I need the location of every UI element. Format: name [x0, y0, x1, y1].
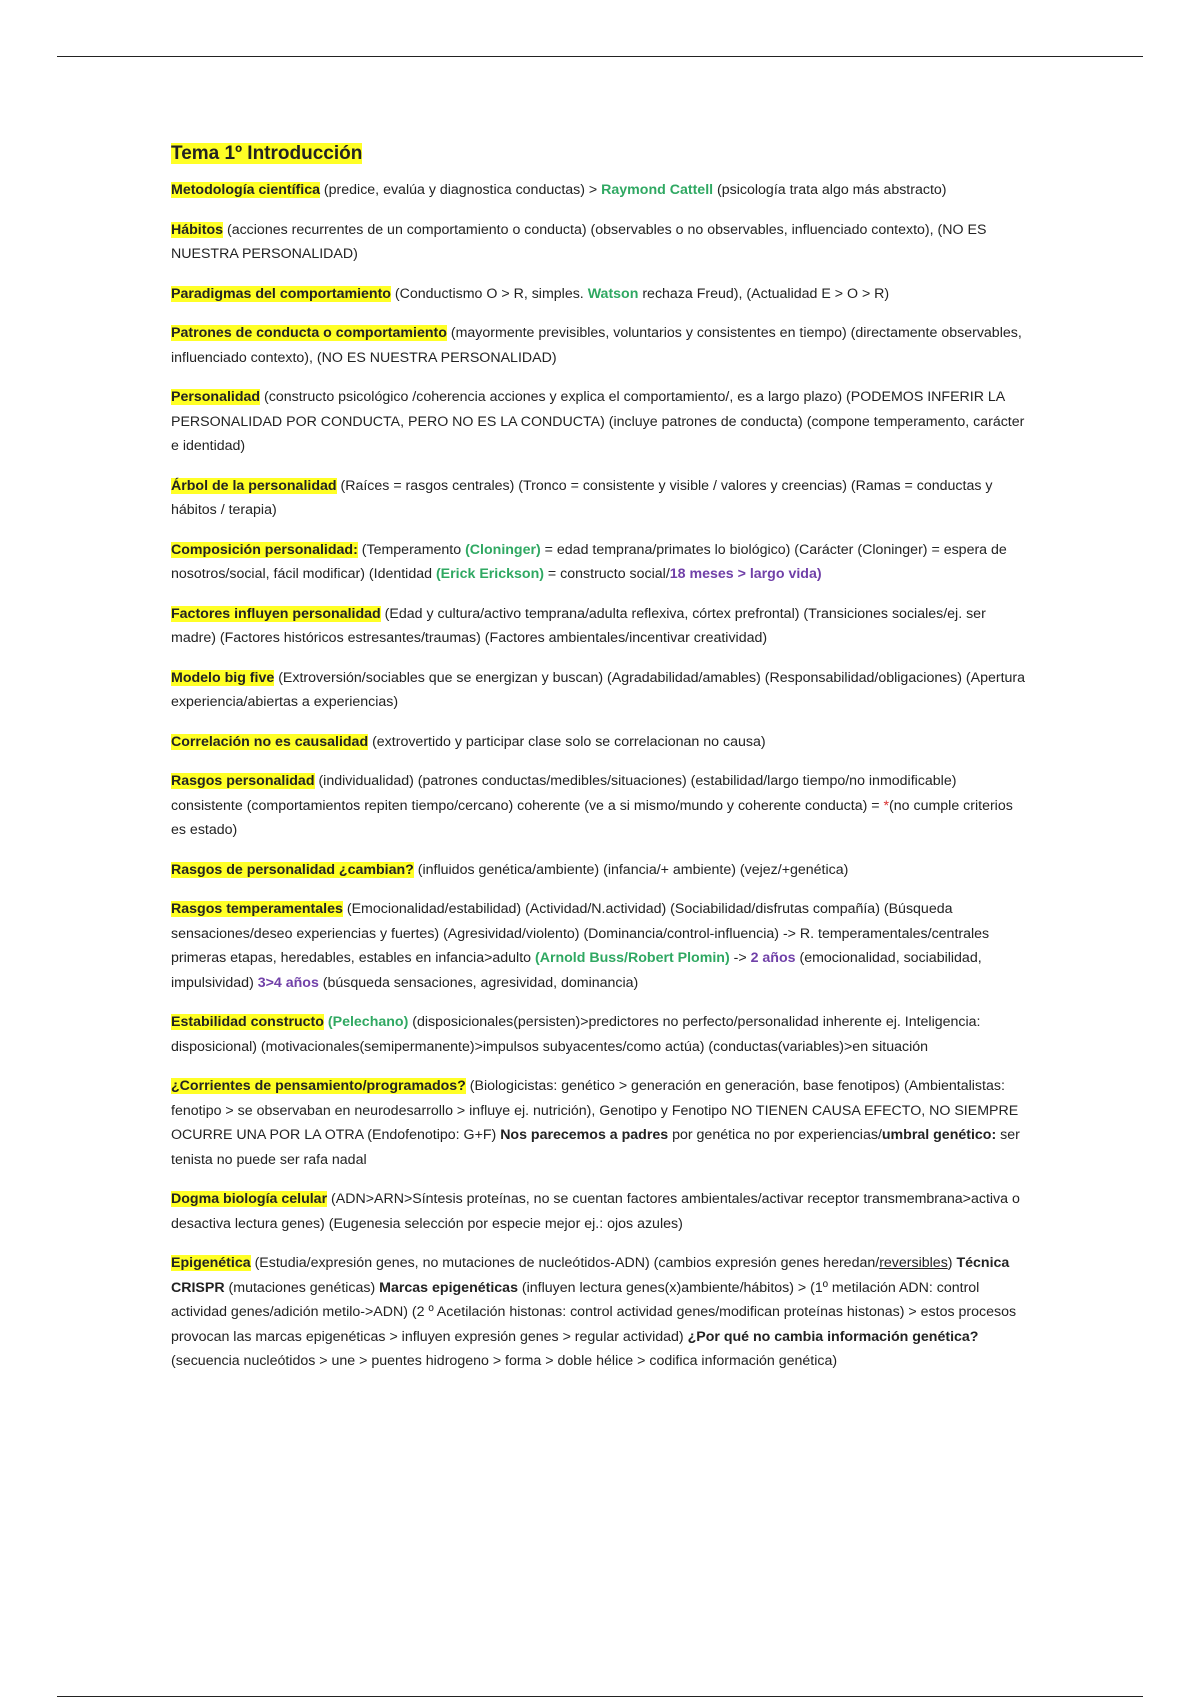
highlighted-term: Rasgos de personalidad ¿cambian?	[171, 861, 414, 878]
paragraph	[171, 1010, 1031, 1059]
paragraph	[171, 897, 1031, 995]
body-text: )	[947, 1255, 957, 1271]
paragraph	[171, 178, 1031, 203]
highlighted-term: ¿Corrientes de pensamiento/programados?	[171, 1078, 466, 1094]
body-text: (predice, evalúa y diagnostica conductas) >	[319, 182, 602, 198]
document-body	[171, 141, 1031, 1389]
paragraph	[171, 1251, 1031, 1374]
author-name: (Cloninger)	[465, 541, 541, 558]
author-name: Watson	[587, 285, 639, 302]
body-text: (Extroversión/sociables que se energizan y buscan) (Agradabilidad/amables) (Responsabilidad/obligaciones) (Apertura experiencia/abiertas a experiencias)	[171, 669, 1026, 710]
paragraph	[171, 321, 1031, 370]
body-text: = constructo social/	[543, 566, 670, 582]
body-text: (mayormente previsibles, voluntarios y consistentes en tiempo) (directamente observables, influenciado contexto), (NO ES NUESTRA PERSONALIDAD)	[171, 325, 1022, 366]
age-marker: 18 meses > largo vida)	[669, 566, 822, 582]
paragraph	[171, 602, 1031, 651]
bold-term: umbral genético:	[881, 1127, 997, 1143]
body-text: por genética no por experiencias/	[668, 1127, 882, 1143]
body-text: (Edad y cultura/activo temprana/adulta reflexiva, córtex prefrontal) (Transiciones sociales/ej. ser madre) (Factores históricos estresantes/traumas) (Factores ambientales/incentivar creatividad)	[171, 605, 986, 646]
age-marker: 3>4 años	[257, 974, 319, 991]
highlighted-term: Paradigmas del comportamiento	[171, 285, 391, 302]
body-text: (constructo psicológico /coherencia acciones y explica el comportamiento/, es a largo plazo) (PODEMOS INFERIR LA PERSONALIDAD POR CONDUCTA, PERO NO ES LA CONDUCTA) (incluye patrones de conducta) (compone temperamento, carácter e identidad)	[171, 389, 1025, 454]
body-text: (Emocionalidad/estabilidad) (Actividad/N.actividad) (Sociabilidad/disfrutas compañía) (Búsqueda sensaciones/deseo experiencias y fuertes) (Agresividad/violento) (Dominancia/control-influencia) -> R. temperamentales/centrales primeras etapas, heredables, estables en infancia>adulto	[171, 901, 990, 966]
body-text: (ADN>ARN>Síntesis proteínas, no se cuentan factores ambientales/activar receptor transmembrana>activa o desactiva lectura genes) (Eugenesia selección por especie mejor ej.: ojos azules)	[171, 1191, 1020, 1232]
body-text: (Raíces = rasgos centrales) (Tronco = consistente y visible / valores y creencias) (Ramas = conductas y hábitos / terapia)	[171, 477, 993, 518]
body-text: (influyen lectura genes(x)ambiente/hábitos) > (1º metilación ADN: control actividad genes/adición metilo->ADN) (2 º Acetilación histonas: control actividad genes/modifican proteínas histonas) > estos procesos provocan las marcas epigenéticas > influyen expresión genes > regular actividad)	[171, 1279, 1017, 1345]
body-text: (acciones recurrentes de un comportamiento o conducta) (observables o no observables, influenciado contexto), (NO ES NUESTRA PERSONALIDAD)	[171, 221, 987, 262]
page-title-text: Tema 1º Introducción	[171, 143, 363, 164]
highlighted-term: Correlación no es causalidad	[171, 733, 369, 750]
highlighted-term: Árbol de la personalidad	[171, 477, 337, 494]
bottom-rule	[57, 1696, 1143, 1697]
body-text: (psicología trata algo más abstracto)	[713, 182, 947, 198]
author-name: (Arnold Buss/Robert Plomin)	[534, 950, 730, 966]
highlighted-term: Estabilidad constructo	[171, 1014, 324, 1030]
highlighted-term: Factores influyen personalidad	[171, 605, 381, 622]
highlighted-term: Dogma biología celular	[171, 1191, 328, 1207]
paragraph	[171, 858, 1031, 883]
highlighted-term: Composición personalidad:	[171, 541, 358, 558]
body-text: (individualidad) (patrones conductas/medibles/situaciones) (estabilidad/largo tiempo/no inmodificable) consistente (comportamientos repiten tiempo/cercano) coherente (ve a si mismo/mundo y coherente conducta) =	[171, 773, 957, 814]
body-text: rechaza Freud), (Actualidad E > O > R)	[638, 285, 890, 302]
author-name: Raymond Cattell	[601, 182, 714, 198]
top-rule	[57, 56, 1143, 57]
highlighted-term: Rasgos temperamentales	[171, 901, 343, 917]
bold-term: ¿Por qué no cambia información genética?	[687, 1328, 979, 1345]
highlighted-term: Patrones de conducta o comportamiento	[171, 325, 447, 341]
body-text: (Estudia/expresión genes, no mutaciones de nucleótidos-ADN) (cambios expresión genes heredan/	[250, 1255, 880, 1271]
paragraph	[171, 1074, 1031, 1172]
body-text: ser tenista no puede ser rafa nadal	[171, 1127, 1020, 1168]
body-text: (mutaciones genéticas)	[224, 1279, 380, 1296]
highlighted-term: Personalidad	[171, 389, 261, 405]
highlighted-term: Epigenética	[171, 1255, 251, 1271]
body-text: (Biologicistas: genético > generación en generación, base fenotipos) (Ambientalistas: fenotipo > se observaban en neurodesarrollo > influye ej. nutrición), Genotipo y Fenotipo NO TIENEN CAUSA EFECTO, NO SIEMPRE OCURRE UNA POR LA OTRA (Endofenotipo: G+F)	[171, 1078, 1019, 1143]
body-text: (búsqueda sensaciones, agresividad, dominancia)	[318, 974, 639, 991]
author-name: (Erick Erickson)	[435, 566, 544, 582]
highlighted-term: Hábitos	[171, 221, 224, 238]
body-text: (influidos genética/ambiente) (infancia/+ ambiente) (vejez/+genética)	[413, 861, 849, 878]
body-text: (secuencia nucleótidos > une > puentes hidrogeno > forma > doble hélice > codifica información genética)	[171, 1353, 838, 1369]
paragraph-list	[171, 178, 1031, 1374]
paragraph	[171, 730, 1031, 755]
highlighted-term: Rasgos personalidad	[171, 773, 315, 789]
body-text: (disposicionales(persisten)>predictores no perfecto/personalidad inherente ej. Inteligencia: disposicional) (motivacionales(semipermanente)>impulsos subyacentes/como actúa) (conductas(variables)>en situación	[171, 1014, 981, 1055]
paragraph	[171, 1187, 1031, 1236]
body-text: (extrovertido y participar clase solo se correlacionan no causa)	[368, 733, 766, 750]
body-text: (no cumple criterios es estado)	[171, 797, 1013, 838]
bold-term: Marcas epigenéticas	[379, 1279, 518, 1296]
body-text: = edad temprana/primates lo biológico) (Carácter (Cloninger) = espera de nosotros/social, fácil modificar) (Identidad	[171, 541, 1007, 582]
asterisk-mark: *	[883, 797, 890, 814]
paragraph	[171, 282, 1031, 307]
highlighted-term: Modelo big five	[171, 669, 275, 686]
bold-term: Nos parecemos a padres	[500, 1127, 669, 1143]
highlighted-term: Metodología científica	[171, 182, 320, 198]
body-text: (Conductismo O > R, simples.	[390, 285, 588, 302]
underlined-term: reversibles	[879, 1255, 948, 1271]
paragraph	[171, 666, 1031, 715]
author-name: (Pelechano)	[327, 1014, 409, 1030]
paragraph	[171, 218, 1031, 267]
body-text: (emocionalidad, sociabilidad, impulsividad)	[171, 950, 982, 991]
paragraph	[171, 474, 1031, 523]
body-text: (Temperamento	[357, 541, 466, 558]
paragraph	[171, 538, 1031, 587]
paragraph	[171, 769, 1031, 843]
body-text: ->	[729, 950, 751, 966]
age-marker: 2 años	[750, 950, 796, 966]
bold-term: Técnica CRISPR	[171, 1255, 1010, 1296]
page-title	[171, 141, 1031, 167]
paragraph	[171, 385, 1031, 459]
